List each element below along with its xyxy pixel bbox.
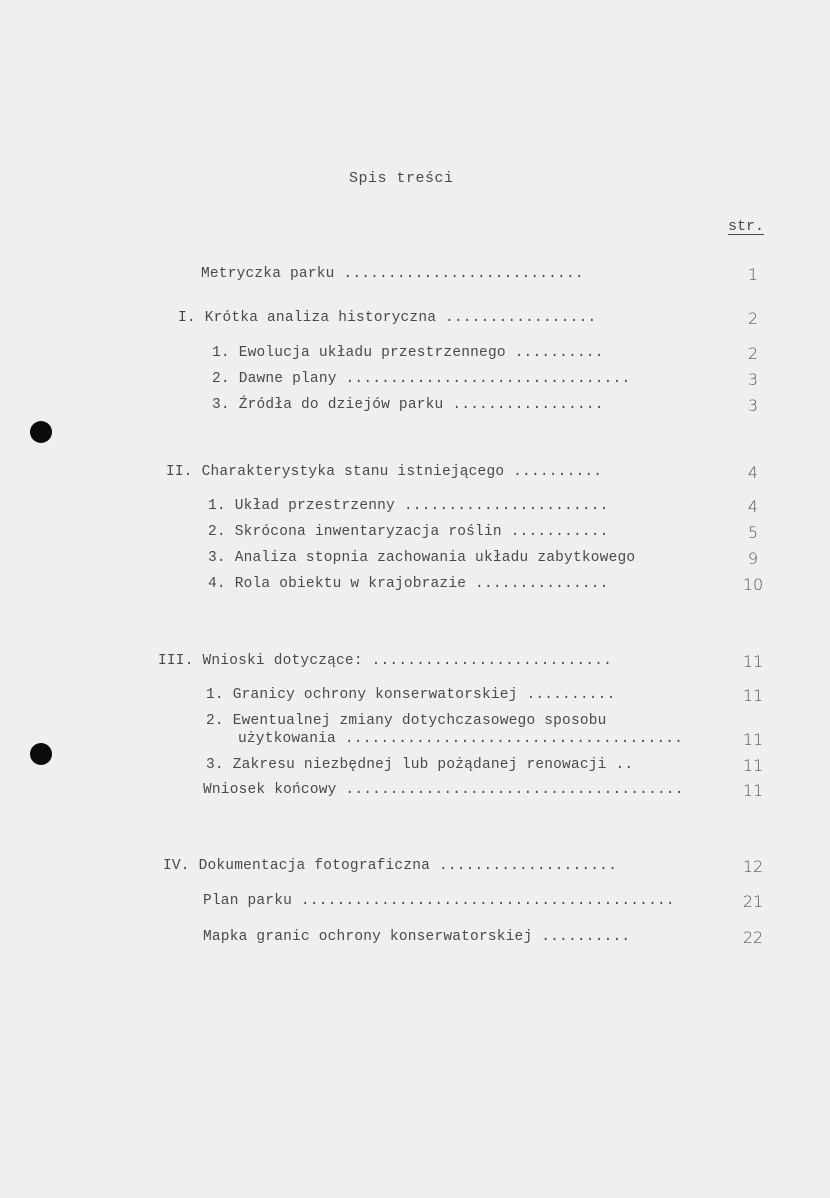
toc-entry-line: 2. Ewentualnej zmiany dotychczasowego sposobu (206, 713, 607, 729)
toc-entry-text: 3. Źródła do dziejów parku ................. (212, 397, 604, 413)
toc-entry-text: Metryczka parku ........................... (201, 266, 584, 282)
toc-entry-text: Plan parku .......................................... (203, 893, 675, 909)
toc-entry-page: 4 (747, 497, 759, 516)
toc-entry-page: 2 (747, 309, 759, 328)
page-column-header: str. (728, 218, 765, 235)
toc-entry-page: 3 (747, 370, 759, 389)
punch-hole (30, 421, 52, 443)
toc-entry-text: 2. Dawne plany ................................ (212, 371, 631, 387)
toc-entry-text: 3. Analiza stopnia zachowania układu zabytkowego (208, 550, 636, 566)
toc-entry-page: 11 (742, 652, 764, 671)
toc-entry-page: 10 (742, 575, 764, 594)
toc-entry-text: Mapka granic ochrony konserwatorskiej .......... (203, 929, 631, 945)
toc-entry-page: 11 (742, 730, 764, 749)
toc-entry-page: 22 (742, 928, 764, 947)
toc-entry-text: 2. Skrócona inwentaryzacja roślin ........... (208, 524, 609, 540)
toc-entry-page: 12 (742, 857, 764, 876)
toc-entry-page: 9 (747, 549, 759, 568)
toc-entry-page: 11 (742, 756, 764, 775)
toc-entry-text: 3. Zakresu niezbędnej lub pożądanej renowacji .. (206, 757, 634, 773)
punch-hole (30, 743, 52, 765)
toc-entry-page: 2 (747, 344, 759, 363)
toc-entry-line: użytkowania ...................................... (238, 731, 684, 747)
toc-entry-page: 3 (747, 396, 759, 415)
toc-entry-text (206, 712, 683, 748)
toc-entry-page: 21 (742, 892, 764, 911)
page-title: Spis treści (349, 170, 454, 187)
toc-entry-text: II. Charakterystyka stanu istniejącego .......... (166, 464, 603, 480)
toc-entry-page: 11 (742, 686, 764, 705)
toc-entry-text: 4. Rola obiektu w krajobrazie ............... (208, 576, 609, 592)
toc-entry-page: 1 (747, 265, 759, 284)
toc-entry-page: 5 (747, 523, 759, 542)
toc-entry-text: III. Wnioski dotyczące: ........................... (158, 653, 612, 669)
toc-entry-text: I. Krótka analiza historyczna ................. (178, 310, 597, 326)
toc-entry-text: 1. Układ przestrzenny ....................... (208, 498, 609, 514)
toc-entry-text: 1. Granicy ochrony konserwatorskiej .......... (206, 687, 616, 703)
toc-entry-page: 4 (747, 463, 759, 482)
toc-entry-page: 11 (742, 781, 764, 800)
toc-entry-text: IV. Dokumentacja fotograficzna .................... (163, 858, 617, 874)
toc-entry-text: 1. Ewolucja układu przestrzennego .......... (212, 345, 604, 361)
toc-entry-text: Wniosek końcowy ...................................... (203, 782, 684, 798)
